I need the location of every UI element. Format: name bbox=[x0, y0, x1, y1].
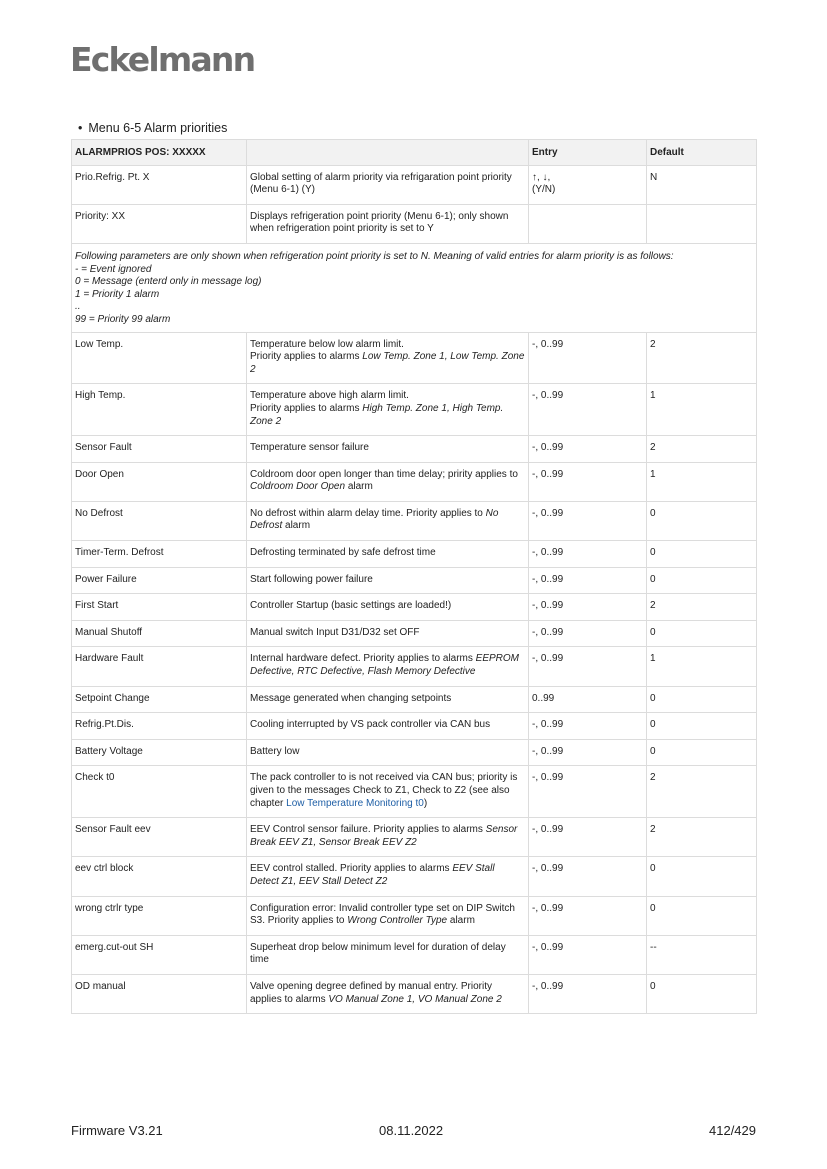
cell-description bbox=[247, 896, 529, 935]
table-row bbox=[72, 332, 757, 384]
description-text: Valve opening degree defined by manual entry. Priority applies to alarms bbox=[250, 980, 492, 1005]
cell-default: 1 bbox=[647, 462, 757, 501]
cell-entry: ↑, ↓, (Y/N) bbox=[529, 165, 647, 204]
table-row bbox=[72, 713, 757, 740]
cell-description bbox=[247, 165, 529, 204]
cell-parameter: Prio.Refrig. Pt. X bbox=[72, 165, 247, 204]
cell-default: 0 bbox=[647, 896, 757, 935]
cell-description bbox=[247, 436, 529, 463]
table-row bbox=[72, 541, 757, 568]
cell-entry: -, 0..99 bbox=[529, 620, 647, 647]
cell-entry: -, 0..99 bbox=[529, 974, 647, 1013]
description-text: Priority applies to alarms bbox=[250, 351, 363, 363]
cell-parameter: First Start bbox=[72, 594, 247, 621]
description-text: Message generated when changing setpoints bbox=[250, 692, 452, 704]
intro-line: .. bbox=[75, 301, 81, 313]
description-text: Displays refrigeration point priority (Menu 6-1); only shown when refrigeration point priority is set to Y bbox=[250, 210, 509, 235]
footer-firmware: Firmware V3.21 bbox=[71, 1123, 163, 1138]
description-text: Coldroom door open longer than time delay; pririty applies to bbox=[250, 468, 518, 480]
alarm-name: Wrong Controller Type bbox=[347, 915, 448, 927]
description-text: alarm bbox=[447, 915, 475, 927]
description-text: Battery low bbox=[250, 745, 300, 757]
cell-entry: -, 0..99 bbox=[529, 567, 647, 594]
cell-parameter: Check t0 bbox=[72, 766, 247, 818]
cell-description bbox=[247, 818, 529, 857]
description-text: Configuration error: Invalid controller type set on DIP Switch S3. Priority applies to bbox=[250, 902, 515, 927]
alarm-name: VO Manual Zone 1, VO Manual Zone 2 bbox=[328, 993, 502, 1005]
cell-parameter: emerg.cut-out SH bbox=[72, 935, 247, 974]
cell-entry: -, 0..99 bbox=[529, 647, 647, 686]
table-row bbox=[72, 686, 757, 713]
description-text: Superheat drop below minimum level for duration of delay time bbox=[250, 941, 506, 966]
cell-default: 0 bbox=[647, 857, 757, 896]
description-text: EEV Control sensor failure. Priority applies to alarms bbox=[250, 824, 486, 836]
cell-default: 1 bbox=[647, 647, 757, 686]
table-row bbox=[72, 974, 757, 1013]
cell-parameter: Power Failure bbox=[72, 567, 247, 594]
description-text: Temperature sensor failure bbox=[250, 442, 369, 454]
cell-parameter: Door Open bbox=[72, 462, 247, 501]
cell-entry: -, 0..99 bbox=[529, 332, 647, 384]
alarm-name: Sensor Break EEV Z1, Sensor Break EEV Z2 bbox=[250, 824, 518, 848]
description-text: Global setting of alarm priority via refrigaration point priority (Menu 6-1) (Y) bbox=[250, 171, 512, 196]
cell-entry: -, 0..99 bbox=[529, 766, 647, 818]
cell-description bbox=[247, 620, 529, 647]
alarm-name: EEV Stall Detect Z1, EEV Stall Detect Z2 bbox=[250, 863, 495, 887]
description-text: EEV control stalled. Priority applies to alarms bbox=[250, 863, 453, 875]
cell-default: 0 bbox=[647, 567, 757, 594]
cell-default: 2 bbox=[647, 766, 757, 818]
cell-description bbox=[247, 647, 529, 686]
table-row bbox=[72, 896, 757, 935]
cell-default: 0 bbox=[647, 620, 757, 647]
cell-description bbox=[247, 204, 529, 243]
table-row bbox=[72, 818, 757, 857]
table-row bbox=[72, 647, 757, 686]
table-row bbox=[72, 567, 757, 594]
cell-parameter: Low Temp. bbox=[72, 332, 247, 384]
description-text: The pack controller to is not received via CAN bus; priority is given to the messages Check to Z1, Check to Z2 (see also chapter bbox=[250, 772, 518, 809]
alarm-name: No Defrost bbox=[250, 507, 499, 532]
cell-description bbox=[247, 766, 529, 818]
cell-default: 0 bbox=[647, 501, 757, 540]
table-row bbox=[72, 935, 757, 974]
bullet-icon: • bbox=[78, 121, 83, 135]
cell-parameter: Hardware Fault bbox=[72, 647, 247, 686]
cell-description bbox=[247, 462, 529, 501]
footer-page-number: 412/429 bbox=[709, 1123, 756, 1138]
cell-description bbox=[247, 686, 529, 713]
cell-description bbox=[247, 713, 529, 740]
section-title: Menu 6-5 Alarm priorities bbox=[88, 121, 228, 135]
description-text: Priority applies to alarms bbox=[250, 402, 363, 414]
cell-parameter: Refrig.Pt.Dis. bbox=[72, 713, 247, 740]
cell-entry: -, 0..99 bbox=[529, 594, 647, 621]
header-entry: Entry bbox=[529, 140, 647, 166]
cell-description bbox=[247, 501, 529, 540]
intro-line: 99 = Priority 99 alarm bbox=[75, 313, 171, 325]
cell-entry: -, 0..99 bbox=[529, 436, 647, 463]
cell-default: 0 bbox=[647, 739, 757, 766]
description-text: alarm bbox=[282, 520, 311, 532]
cell-entry: -, 0..99 bbox=[529, 935, 647, 974]
cell-parameter: High Temp. bbox=[72, 384, 247, 436]
intro-line: Following parameters are only shown when refrigeration point priority is set to N. Meaning of valid entries for alarm priority is as follows: bbox=[75, 250, 674, 262]
description-text: No defrost within alarm delay time. Priority applies to bbox=[250, 507, 486, 519]
eckelmann-logo: Eckelmann bbox=[70, 40, 255, 79]
cell-parameter: Manual Shutoff bbox=[72, 620, 247, 647]
cell-description bbox=[247, 567, 529, 594]
cell-parameter: Battery Voltage bbox=[72, 739, 247, 766]
cell-parameter: No Defrost bbox=[72, 501, 247, 540]
section-heading bbox=[78, 121, 227, 135]
cell-description bbox=[247, 857, 529, 896]
cell-description bbox=[247, 935, 529, 974]
description-text: Controller Startup (basic settings are loaded!) bbox=[250, 600, 452, 612]
alarm-name: High Temp. Zone 1, High Temp. Zone 2 bbox=[250, 402, 504, 427]
cell-default: 2 bbox=[647, 436, 757, 463]
table-row bbox=[72, 857, 757, 896]
header-parameter: ALARMPRIOS POS: XXXXX bbox=[72, 140, 247, 166]
table-row bbox=[72, 165, 757, 204]
footer-date: 08.11.2022 bbox=[379, 1123, 444, 1138]
description-text: Internal hardware defect. Priority applies to alarms bbox=[250, 653, 476, 665]
table-row bbox=[72, 620, 757, 647]
alarm-name: EEPROM Defective, RTC Defective, Flash Memory Defective bbox=[250, 653, 520, 678]
description-text: Cooling interrupted by VS pack controller via CAN bus bbox=[250, 719, 491, 731]
cell-default: N bbox=[647, 165, 757, 204]
cell-entry: -, 0..99 bbox=[529, 462, 647, 501]
cell-parameter: Setpoint Change bbox=[72, 686, 247, 713]
cell-parameter: Timer-Term. Defrost bbox=[72, 541, 247, 568]
cell-default: 2 bbox=[647, 332, 757, 384]
header-description bbox=[247, 140, 529, 166]
cell-default: 0 bbox=[647, 686, 757, 713]
cell-description bbox=[247, 739, 529, 766]
description-text: Temperature above high alarm limit. bbox=[250, 390, 409, 402]
description-text: ) bbox=[423, 797, 428, 809]
table-row bbox=[72, 501, 757, 540]
intro-line: 0 = Message (enterd only in message log) bbox=[75, 276, 262, 288]
cell-parameter: OD manual bbox=[72, 974, 247, 1013]
table-row bbox=[72, 384, 757, 436]
table-body bbox=[72, 165, 757, 1014]
cell-entry: -, 0..99 bbox=[529, 501, 647, 540]
alarm-name: Coldroom Door Open bbox=[250, 481, 346, 493]
intro-row bbox=[72, 243, 757, 332]
cell-default bbox=[647, 204, 757, 243]
description-text: Defrosting terminated by safe defrost time bbox=[250, 547, 436, 559]
cell-description bbox=[247, 332, 529, 384]
table-row bbox=[72, 739, 757, 766]
description-text: Start following power failure bbox=[250, 573, 373, 585]
cell-entry: -, 0..99 bbox=[529, 896, 647, 935]
table-header-row bbox=[72, 140, 757, 166]
table-row bbox=[72, 436, 757, 463]
description-text: Manual switch Input D31/D32 set OFF bbox=[250, 626, 420, 638]
cell-entry: 0..99 bbox=[529, 686, 647, 713]
cell-entry: -, 0..99 bbox=[529, 818, 647, 857]
cell-parameter: Sensor Fault bbox=[72, 436, 247, 463]
intro-cell bbox=[72, 243, 757, 332]
chapter-link[interactable]: Low Temperature Monitoring t0 bbox=[286, 797, 424, 809]
cell-default: -- bbox=[647, 935, 757, 974]
cell-entry bbox=[529, 204, 647, 243]
cell-parameter: Sensor Fault eev bbox=[72, 818, 247, 857]
cell-entry: -, 0..99 bbox=[529, 541, 647, 568]
description-text: Temperature below low alarm limit. bbox=[250, 338, 404, 350]
table-row bbox=[72, 594, 757, 621]
table-row bbox=[72, 766, 757, 818]
table-row bbox=[72, 204, 757, 243]
cell-default: 0 bbox=[647, 713, 757, 740]
cell-default: 2 bbox=[647, 818, 757, 857]
cell-entry: -, 0..99 bbox=[529, 713, 647, 740]
cell-description bbox=[247, 594, 529, 621]
cell-parameter: wrong ctrlr type bbox=[72, 896, 247, 935]
alarm-name: Low Temp. Zone 1, Low Temp. Zone 2 bbox=[250, 351, 525, 375]
cell-description bbox=[247, 384, 529, 436]
cell-description bbox=[247, 541, 529, 568]
cell-default: 0 bbox=[647, 541, 757, 568]
cell-entry: -, 0..99 bbox=[529, 739, 647, 766]
intro-line: - = Event ignored bbox=[75, 263, 152, 275]
cell-default: 2 bbox=[647, 594, 757, 621]
cell-entry: -, 0..99 bbox=[529, 384, 647, 436]
intro-line: 1 = Priority 1 alarm bbox=[75, 288, 160, 300]
cell-default: 0 bbox=[647, 974, 757, 1013]
description-text: alarm bbox=[345, 481, 373, 493]
alarm-priorities-table bbox=[71, 139, 757, 1014]
cell-parameter: Priority: XX bbox=[72, 204, 247, 243]
cell-entry: -, 0..99 bbox=[529, 857, 647, 896]
table-row bbox=[72, 462, 757, 501]
cell-default: 1 bbox=[647, 384, 757, 436]
header-default: Default bbox=[647, 140, 757, 166]
cell-description bbox=[247, 974, 529, 1013]
cell-parameter: eev ctrl block bbox=[72, 857, 247, 896]
